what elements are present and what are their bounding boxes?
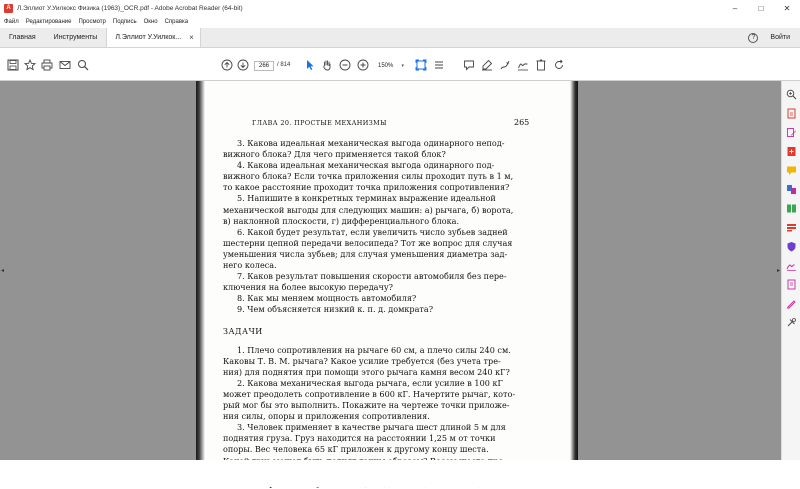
fit-page-icon[interactable] — [414, 58, 428, 72]
combine-files-icon[interactable] — [786, 182, 797, 193]
save-icon[interactable] — [6, 58, 20, 72]
page-number-input[interactable]: 266 — [254, 61, 274, 71]
menu-file[interactable]: Файл — [4, 19, 19, 25]
text-line: 9. Чем объясняется низкий к. п. д. домкрата? — [237, 304, 434, 315]
mail-icon[interactable] — [58, 58, 72, 72]
right-panel-toggle[interactable]: ▸ — [776, 268, 780, 274]
comment-tool-icon[interactable] — [786, 163, 797, 174]
page-total: / 814 — [277, 62, 291, 68]
text-line: рый мог бы это выполнить. Покажите на чертеже точки приложе- — [223, 400, 510, 411]
text-line: вижного блока? Если точка приложения силы проходит путь в 1 м, — [223, 171, 514, 182]
text-line: ключения на более высокую передачу? — [223, 282, 393, 293]
zoom-search-icon[interactable] — [786, 87, 797, 98]
text-line: 1. Плечо сопротивления на рычаге 60 см, а плечо силы 240 см. — [237, 344, 511, 355]
section-heading: ЗАДАЧИ — [223, 326, 263, 336]
text-line: механической выгоды для следующих машин: а) рычага, б) ворота, — [223, 204, 514, 215]
text-line: него колеса. — [223, 260, 277, 271]
tab-close-icon[interactable]: × — [189, 33, 194, 42]
page-body — [223, 138, 538, 489]
text-line: шестерни цепной передачи велосипеда? Тот же вопрос для случая — [223, 237, 513, 248]
chevron-down-icon: ▾ — [401, 63, 404, 69]
protect-icon[interactable] — [786, 239, 797, 250]
menu-help[interactable]: Справка — [164, 19, 189, 25]
text-line: 4. Какова идеальная механическая выгода одинарного под- — [237, 160, 495, 171]
sign-icon[interactable] — [516, 58, 530, 72]
text-line: 3. Какова идеальная механическая выгода одинарного непод- — [237, 138, 505, 148]
bottom-area — [0, 460, 800, 487]
tab-bar — [0, 28, 800, 48]
prev-page-icon[interactable] — [220, 58, 234, 72]
minimize-button[interactable]: – — [732, 3, 738, 13]
stamp-icon[interactable] — [534, 58, 548, 72]
zoom-in-icon[interactable] — [356, 58, 370, 72]
acrobat-app-icon: A — [4, 4, 13, 13]
pen-tool-icon[interactable] — [786, 296, 797, 307]
draw-icon[interactable] — [498, 58, 512, 72]
select-cursor-icon[interactable] — [303, 58, 317, 72]
menu-bar — [0, 16, 800, 28]
more-tools-icon[interactable] — [786, 315, 797, 326]
menu-sign[interactable]: Подпись — [112, 19, 137, 25]
menu-window[interactable]: Окно — [143, 19, 158, 25]
print-icon[interactable] — [40, 58, 54, 72]
running-head: ГЛАВА 20. ПРОСТЫЕ МЕХАНИЗМЫ — [252, 119, 387, 127]
fill-sign-icon[interactable] — [786, 258, 797, 269]
text-line: 5. Напишите в конкретных терминах выражение идеальной — [237, 193, 496, 204]
rotate-icon[interactable] — [552, 58, 566, 72]
zoom-level-value: 150% — [378, 63, 394, 69]
text-line: 2. Какова механическая выгода рычага, если усилие в 100 кГ — [237, 377, 503, 388]
text-line: 3. Человек применяет в качестве рычага шест длиной 5 м для — [237, 422, 506, 433]
text-line: в) наклонной плоскости, г) дифференциального блока. — [223, 215, 460, 226]
scroll-mode-icon[interactable] — [432, 58, 446, 72]
text-line: 7. Каков результат повышения скорости автомобиля без пере- — [237, 271, 507, 282]
document-viewer[interactable] — [0, 81, 781, 460]
redact-icon[interactable] — [786, 220, 797, 231]
export-pdf-icon[interactable] — [786, 106, 797, 117]
highlight-icon[interactable] — [480, 58, 494, 72]
pdf-page — [196, 81, 578, 460]
text-line: вижного блока? Для чего применяется такой блок? — [223, 149, 446, 160]
tab-tools[interactable]: Инструменты — [53, 34, 98, 41]
tab-home[interactable]: Главная — [9, 34, 36, 41]
organize-pages-icon[interactable] — [786, 201, 797, 212]
text-line: опоры. Вес человека 65 кГ приложен к другому концу шеста. — [223, 444, 489, 455]
page-edge-shadow — [570, 81, 578, 460]
page-binding-shadow — [196, 81, 205, 460]
sign-in-button[interactable]: Войти — [770, 34, 790, 41]
text-line: Каковы Т. В. М. рычага? Какое усилие требуется (без учета тре- — [223, 355, 501, 366]
create-pdf-icon[interactable] — [786, 144, 797, 155]
text-line: ния) для поднятия при помощи этого рычага камня весом 240 кГ? — [223, 366, 510, 377]
tab-document[interactable] — [106, 28, 201, 47]
help-button[interactable] — [742, 28, 764, 47]
page-number: 265 — [514, 118, 530, 127]
text-line: 6. Какой будет результат, если увеличить число зубьев задней — [237, 226, 508, 237]
edit-pdf-icon[interactable] — [786, 125, 797, 136]
zoom-out-icon[interactable] — [338, 58, 352, 72]
text-line: поднятия груза. Груз находится на расстоянии 1,25 м от точки — [223, 433, 496, 444]
menu-edit[interactable]: Редактирование — [25, 19, 72, 25]
star-icon[interactable] — [23, 58, 37, 72]
maximize-button[interactable]: □ — [758, 3, 764, 13]
left-panel-toggle[interactable]: ◂ — [1, 268, 5, 274]
text-line: 8. Как мы меняем мощность автомобиля? — [237, 293, 417, 304]
search-icon[interactable] — [76, 58, 90, 72]
hand-icon[interactable] — [320, 58, 334, 72]
title-bar — [0, 0, 800, 16]
right-tools-rail — [781, 81, 800, 460]
text-line: уменьшения числа зубьев; для случая уменьшения диаметра зад- — [223, 248, 508, 259]
window-title: Л.Эллиот У.Уилкокс Физика (1963)_OCR.pdf - Adobe Acrobat Reader (64-bit) — [17, 4, 243, 12]
close-button[interactable]: ✕ — [783, 3, 791, 13]
comment-icon[interactable] — [462, 58, 476, 72]
zoom-level-dropdown[interactable] — [376, 61, 406, 71]
tab-document-label: Л.Эллиот У.Уилкок... — [115, 34, 182, 41]
text-line: может преодолеть сопротивление в 600 кГ. Начертите рычаг, кото- — [223, 388, 516, 399]
help-icon: ? — [748, 33, 758, 43]
menu-view[interactable]: Просмотр — [78, 19, 106, 25]
send-for-review-icon[interactable] — [786, 277, 797, 288]
text-line: ния силы, опоры и приложения сопротивления. — [223, 411, 430, 422]
text-line: то какое расстояние проходит точка приложения сопротивления? — [223, 182, 510, 193]
toolbar — [0, 48, 800, 81]
next-page-icon[interactable] — [236, 58, 250, 72]
